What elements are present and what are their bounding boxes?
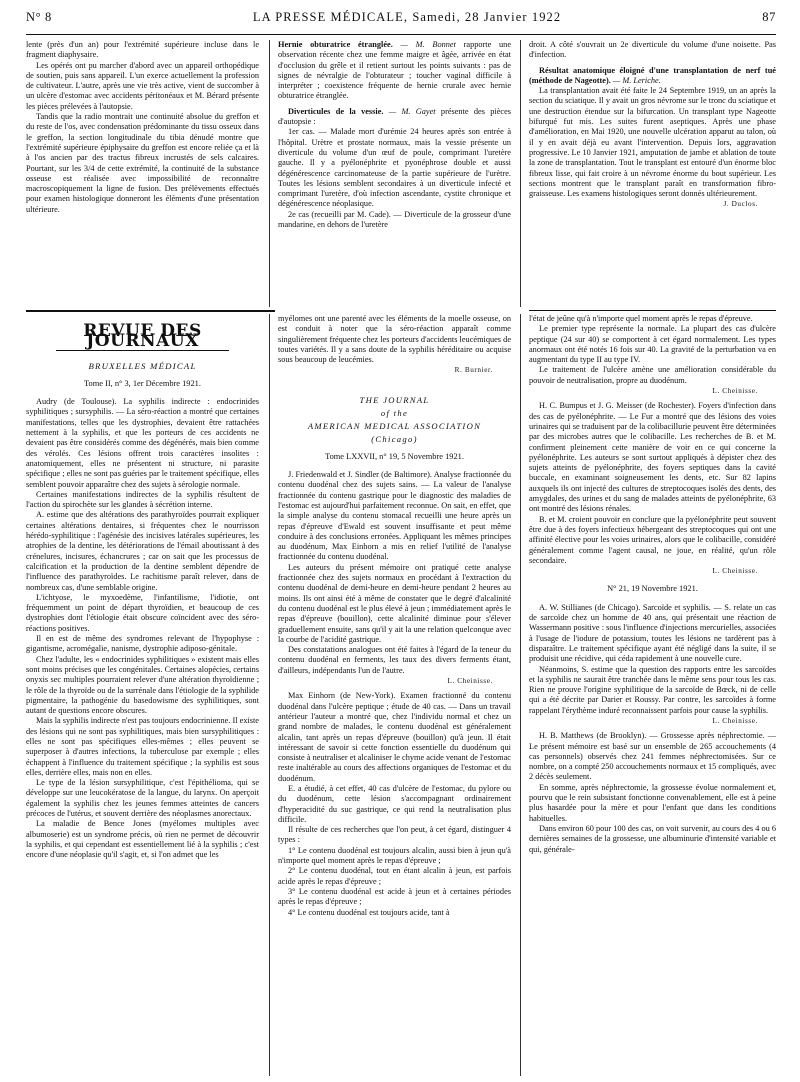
paragraph: l'état de jeûne qu'à n'importe quel moment après le repas d'épreuve. <box>529 314 753 323</box>
paragraph: 1er cas. — Malade mort d'urémie 24 heures après son entrée à l'hôpital. Urètre et prostate normaux, mais la vessie présente un diverticule du volume d'un œuf de poule, comprimant l'uretère gauche. Il y a pyélonéphrite et pyonéphrose double et aussi dégénérescence carcinomateuse de la partie supérieure de l'urètre. Toutes les lésions semblent secondaires à un diverticule infecté et comprimant l'uretère, d'où infection ascendante, cystite chronique et dégénérescence néoplasique. <box>278 127 511 209</box>
paragraph: myélomes ont une parenté avec les éléments de la moelle osseuse, on est conduit à noter que la séro-réaction apparaît comme singulièrement fréquente chez les porteurs d'accidents leucémiques de toutes variétés. Il y a sans doute de la syphilis héréditaire ou acquise sous beaucoup de leucémies. <box>278 314 511 365</box>
bottom-column-1 <box>26 314 259 1076</box>
paragraph: 2° Le contenu duodénal, tout en étant alcalin à jeun, est parfois acide après le repas d'épreuve ; <box>278 866 511 886</box>
journal-issue: Tome II, n° 3, 1er Décembre 1921. <box>84 378 201 388</box>
paragraph: B. et M. croient pouvoir en conclure que la pyélonéphrite peut souvent être due à des foyers infectieux hébergeant des streptocoques qui ont une affinité élective pour les voies urinaires, alors que le colibacille, considéré généralement comme l'agent causal, ne joue, en réalité, qu'un rôle secondaire. <box>529 514 776 565</box>
paragraph: A. estime que des altérations des parathyroïdes pourrait expliquer certaines altérations dentaires, si fréquentes chez le nourrisson hérédo-syphilitique : l'agénésie des incisives latérales supérieures, les atrophies de la dentine, les détériorations de l'émail aboutissant à des crénelures, incisures, échancrures ; car on sait que les processus de calcification et la production de la dentine semblent dépendre de l'influence des parathyroïdes. Le rachitisme paraît relever, dans de nombreux cas, d'une semblable origine. <box>26 510 259 592</box>
journal-header-title: LA PRESSE MÉDICALE, Samedi, 28 Janvier 1922 <box>252 10 562 24</box>
article-entry <box>529 66 776 87</box>
paragraph: La maladie de Bence Jones (myélomes multiples avec albumoserie) est un syndrome précis, où rien ne permet de découvrir la syphilis, et qui cependant est essentiellement lié à la syphilis ; c'est encore d'une néoplasie qu'il s'agit, et, si l'on admet que les <box>26 819 259 860</box>
society-reports-section <box>26 40 776 307</box>
issue-number: N° 8 <box>26 10 52 24</box>
journal-name: BRUXELLES MÉDICAL <box>88 360 197 371</box>
paragraph: Le type de la lésion sursyphilitique, c'est l'épithélioma, qui se développe sur une leucokératose de la langue, du larynx. On aperçoit également la syphilis chez les jeunes femmes atteintes de cancers précoces de l'utérus, et souvent derrière des néoplasmes anorectaux. <box>26 778 259 819</box>
bottom-column-2 <box>278 314 511 1076</box>
article-title: Résultat anatomique éloigné d'une transplantation de nerf tué (méthode de Nageotte). <box>529 65 776 85</box>
column-rule <box>520 314 521 1076</box>
paragraph: La transplantation avait été faite le 24 Septembre 1919, un an après la section du sciatique. Il y avait un gros névrome sur le tronc du sciatique et une destruction étendue sur la bifurcation. Un transplant type Nageotte bifurqué fut mis. Les suites furent aseptiques. Après une phase d'amélioration, en Mai 1920, une nouvelle ulcération apparut au talon, où il y en avait déjà eu avant l'intervention. Depuis lors, aggravation progressive. Le 10 Janvier 1921, amputation de jambe et ablation de toute la zone de transplantation. Tout le transplant est entouré d'un énorme bloc fibreux lisse, qui fait croire à un névrome énorme du bout supérieur. Les sections montrent que le transplant paraît en transformation fibro-graisseuse. Les examens histologiques seront donnés ultérieurement. <box>529 86 776 199</box>
article-title: Hernie obturatrice étranglée. <box>278 40 393 49</box>
paragraph: Néanmoins, S. estime que la question des rapports entre les sarcoïdes et la syphilis ne saurait être tranchée dans le même sens pour tous les cas. Rien ne prouve l'origine syphilitique de la sarcoïde de Bœck, ni de celle qui a été décrite par Darier et Roussy. Par contre, les sarcoïdes à forme rappelant l'érythème induré reconnaissent parfois pour cause la syphilis. <box>529 664 776 715</box>
paragraph: Max Einhorn (de New-York). Examen fractionné du contenu duodénal dans l'ulcère peptique ; étude de 40 cas. — Dans un travail antérieur l'auteur a montré que, chez l'individu normal et chez un grand nombre de malades, le contenu duodénal est généralement alcalin, tant après un repas d'épreuve (bouillon) qu'à jeun. Il était intéressant de savoir si cette fonction essentielle du duodénum qui consiste à neutraliser et alcaliniser le chyme acide venant de l'estomac reste inaltérable au cours des affections organiques de l'estomac et du duodénum. <box>278 691 511 783</box>
paragraph: Les auteurs du présent mémoire ont pratiqué cette analyse fractionnée chez des sujets normaux en procédant à l'extraction du contenu duodénal de demi-heure en demi-heure pendant 2 heures au moins. Ils ont ainsi été à même de constater que le degré d'alcalinité du contenu duodénal est le plus élevé à jeun ; immédiatement après le repas d'épreuve (bouillon), cette alcalinité diminue pour s'élever graduellement ensuite, sans qu'il y ait la une relation quelconque avec la courbe de l'acidité gastrique. <box>278 562 511 644</box>
newspaper-page <box>26 10 776 1076</box>
paragraph: E. a étudié, à cet effet, 40 cas d'ulcère de l'estomac, du pylore ou du duodénum, cette lésion s'accompagnant ordinairement d'hyperacidité du suc gastrique, ce qui rend la neutralisation plus difficile. <box>278 783 511 824</box>
article-entry <box>278 40 511 102</box>
paragraph: 4° Le contenu duodénal est toujours acide, tant à <box>288 907 450 917</box>
top-column-2 <box>278 40 511 307</box>
article-entry <box>278 107 511 128</box>
article-author: — M. Bonnet <box>400 40 456 49</box>
article-author: — M. Leriche. <box>612 75 661 85</box>
paragraph: Certaines manifestations indirectes de la syphilis résultent de l'action du spirochète sur les glandes à sécrétion interne. <box>26 489 259 510</box>
signature: J. Duclos. <box>723 200 758 209</box>
article-text: rapporte une observation récente chez une femme maigre et âgée, arrivée en état d'occlusion du grêle et il retient surtout les points suivants : pas de signes de névralgie de l'obturateur ; toucher vaginal difficile à interpréter ; coexistence fréquente de hernie crurale avec hernie obturatrice étranglée. <box>278 40 511 101</box>
paragraph: Le premier type représente la normale. La plupart des cas d'ulcère peptique (24 sur 40) se comportent à cet égard normalement. Les types anormaux ont été notés 16 fois sur 40. La gravité de la perturbation va en augmentant du type II au type IV. <box>529 324 776 365</box>
paragraph: Tandis que la radio montrait une continuité absolue du greffon et du reste de l'os, avec condensation prédominante du tissu osseux dans le greffon, la section longitudinale du tibia dénudé montre que l'extrémité supérieure épiphysaire du greffon est encore reliée ça et là à l'os ancien par des tractus fibreux incrustés de sels calcaires. Pourtant, sur les 3/4 de cette extrémité, la continuité de la substance osseuse est réalisée avec impossibilité de reconnaître macroscopiquement la ligne de fusion. Des prélèvements effectués pour examen histologique donneront les éléments d'une présentation ultérieure. <box>26 112 259 214</box>
journal-name: of the <box>380 407 409 418</box>
paragraph: Mais la syphilis indirecte n'est pas toujours endocrinienne. Il existe des lésions qui ne sont pas syphilitiques, mais bien sursyphilitiques : elles ne sont pas spécifiques elles-mêmes ; elles peuvent se superposer à d'autres infections, la tuberculose par exemple ; elles échappent à l'influence du traitement spécifique ; la syphilis est sous elles, derrière elles, mais non en elles. <box>26 716 259 777</box>
signature: L. Cheinisse. <box>712 567 758 576</box>
paragraph: 1° Le contenu duodénal est toujours alcalin, aussi bien à jeun qu'à n'importe quel moment après le repas d'épreuve ; <box>278 845 511 866</box>
paragraph: J. Friedenwald et J. Sindler (de Baltimore). Analyse fractionnée du contenu duodénal chez des sujets sains. — La valeur de l'analyse fractionnée du contenu gastrique pour le diagnostic des maladies de l'estomac est aujourd'hui parfaitement reconnue. On sait, en effet, que la simple analyse du contenu stomacal recueilli une heure après un repas d'épreuve d'Ewald est souvent insuffisante et peut même conduire à des conclusions erronées. Appliquant les mêmes principes au duodénum, Max Einhorn a mis en relief l'utilité de l'analyse fractionnée du contenu duodénal. <box>278 470 511 562</box>
paragraph: Il résulte de ces recherches que l'on peut, à cet égard, distinguer 4 types : <box>278 825 511 845</box>
paragraph: Dans environ 60 pour 100 des cas, on voit survenir, au cours des 4 ou 6 dernières semaines de la grossesse, une albuminurie d'intensité variable et qui, générale- <box>529 823 776 854</box>
journal-name: THE JOURNAL <box>359 394 430 405</box>
signature: R. Burnier. <box>454 366 493 375</box>
signature: L. Cheinisse. <box>712 716 758 725</box>
paragraph: droit. A côté s'ouvrait un 2e diverticule du volume d'une noisette. Pas d'infection. <box>529 40 776 60</box>
bottom-column-3 <box>529 314 776 1076</box>
journal-name: (Chicago) <box>371 433 418 444</box>
signature: L. Cheinisse. <box>712 387 758 396</box>
paragraph: L'ichtyose, le myxoedème, l'infantilisme, l'idiotie, ont fréquemment un point de départ thyroïdien, et beaucoup de ces dystrophies dont l'étiologie était obscure coïncident avec des séro-réactions positives. <box>26 592 259 633</box>
column-rule <box>520 40 521 307</box>
paragraph: Le traitement de l'ulcère amène une amélioration considérable du pouvoir de neutralisation, propre au duodénum. <box>529 365 776 385</box>
paragraph: H. C. Bumpus et J. G. Meisser (de Rochester). Foyers d'infection dans des cas de pyélonéphrite. — Le Fur a montré que des lésions des voies urinaires qui se traduisent par de la colibacillurie peuvent être déterminées par des microbes autres que le colibacille. Les recherches de B. et M. confirment pleinement cette manière de voir en ce qui concerne la pyélonéphrite. Les auteurs se sont surtout appliqués à dépister chez des sujets atteints de pyélonéphrite, des foyers septiques dans la cavité buccale, en examinant soigneusement les dents, etc. Sur 82 lapins auxquels ils ont injecté des cultures de streptocoques isolés des dents, des amygdales, des urines et du sang de malades atteints de pyélonéphrite, 63 ont montré des lésions rénales. <box>529 401 776 514</box>
journal-name: AMERICAN MEDICAL ASSOCIATION <box>307 420 482 431</box>
paragraph: En somme, après néphrectomie, la grossesse évolue normalement et, pourvu que le rein subsistant fonctionne convenablement, elle est à peine plus hasardée pour la mère et pour l'enfant que dans les conditions habituelles. <box>529 782 776 823</box>
header-rule <box>26 34 776 35</box>
paragraph: Il en est de même des syndromes relevant de l'hypophyse : gigantisme, acromégalie, nanisme, dystrophie adiposo-génitale. <box>26 634 259 654</box>
paragraph: Audry (de Toulouse). La syphilis indirecte : endocrinides syphilitiques ; sursyphilis. — La séro-réaction a montré que certaines manifestations, telles que les dystrophies, devaient être rattachées nettement à la syphilis, et que les porteurs de ces accidents ne devaient pas être considérés comme des dégénérés, mais bien comme des vérolés. Ces lésions offrent trois caractères insolites : anatomiquement, elles ne présentent ni structure, ni parasite spécifique ; elles ne sont pas guéries par le traitement spécifique, elles semblent pouvoir apparaître chez des sujets à sérologie normale. <box>26 397 259 489</box>
page-header <box>26 10 776 32</box>
paragraph: Des constatations analogues ont été faites à l'égard de la teneur du contenu duodénal en ferments, les taux des divers ferments étant, d'ailleurs, indépendants l'un de l'autre. <box>278 645 511 675</box>
top-column-1 <box>26 40 259 307</box>
paragraph: Les opérés ont pu marcher d'abord avec un appareil orthopédique de soutien, puis sans appareil. L'un exerce actuellement la profession de cultivateur. L'autre, après une vie très active, vient de succomber à un ulcère d'estomac avec accidents péritonéaux et M. Bérard présente les pièces prélevées à l'autopsie. <box>26 60 259 111</box>
article-author: — M. Gayet <box>388 106 436 116</box>
section-title: REVUE DES JOURNAUX <box>83 321 202 352</box>
paragraph: H. B. Matthews (de Brooklyn). — Grossesse après néphrectomie. — Le présent mémoire est basé sur un ensemble de 265 accouchements (4 cas personnels) observés chez 241 femmes néphrectomisées. Sur ce nombre, on a compté 250 accouchements normaux et 15 compliqués, avec 2 décès seulement. <box>529 731 776 782</box>
paragraph: Chez l'adulte, les « endocrinides syphilitiques » existent mais elles sont moins précises que les congénitales. Certaines alopécies, certains onyxis sec multiples pourraient relever d'une altération thyroïdienne ; le rôle de la thyroïde ou de la surrénale dans l'étiologie de la syphilide pigmentaire, la pathogénie du basedowisme des syphilitiques, sont autant de questions encore obscures. <box>26 654 259 716</box>
page-number: 87 <box>762 10 776 24</box>
section-rule <box>529 310 776 311</box>
journal-issue: N° 21, 19 Novembre 1921. <box>607 584 698 594</box>
article-text: présente des pièces d'autopsie : <box>278 106 511 127</box>
column-rule <box>269 314 270 1076</box>
top-column-3 <box>529 40 776 307</box>
paragraph: lente (près d'un an) pour l'extrémité supérieure incluse dans le fragment diaphysaire. <box>26 40 259 60</box>
journal-issue: Tome LXXVII, n° 19, 5 Novembre 1921. <box>325 451 464 461</box>
paragraph: 3° Le contenu duodénal est acide à jeun et à certaines périodes après le repas d'épreuve ; <box>278 886 511 907</box>
column-rule <box>269 40 270 307</box>
signature: L. Cheinisse. <box>447 677 493 686</box>
paragraph: 2e cas (recueilli par M. Cade). — Diverticule de la grosseur d'une mandarine, en dehors de l'uretère <box>278 209 511 230</box>
paragraph: A. W. Stillianes (de Chicago). Sarcoïde et syphilis. — S. relate un cas de sarcoïde chez un homme de 40 ans, qui présentait une réaction de Wassermann positive : sous l'influence d'injections mercurielles, associées à l'usage de l'iodure de potassium, toutes les lésions ne tardèrent pas à disparaître. Le traitement spécifique ayant été négligé dans la suite, il se produisit une récidive, qui céda rapidement à une nouvelle cure. <box>529 602 776 664</box>
section-rule <box>26 310 275 312</box>
article-title: Diverticules de la vessie. <box>288 106 384 116</box>
